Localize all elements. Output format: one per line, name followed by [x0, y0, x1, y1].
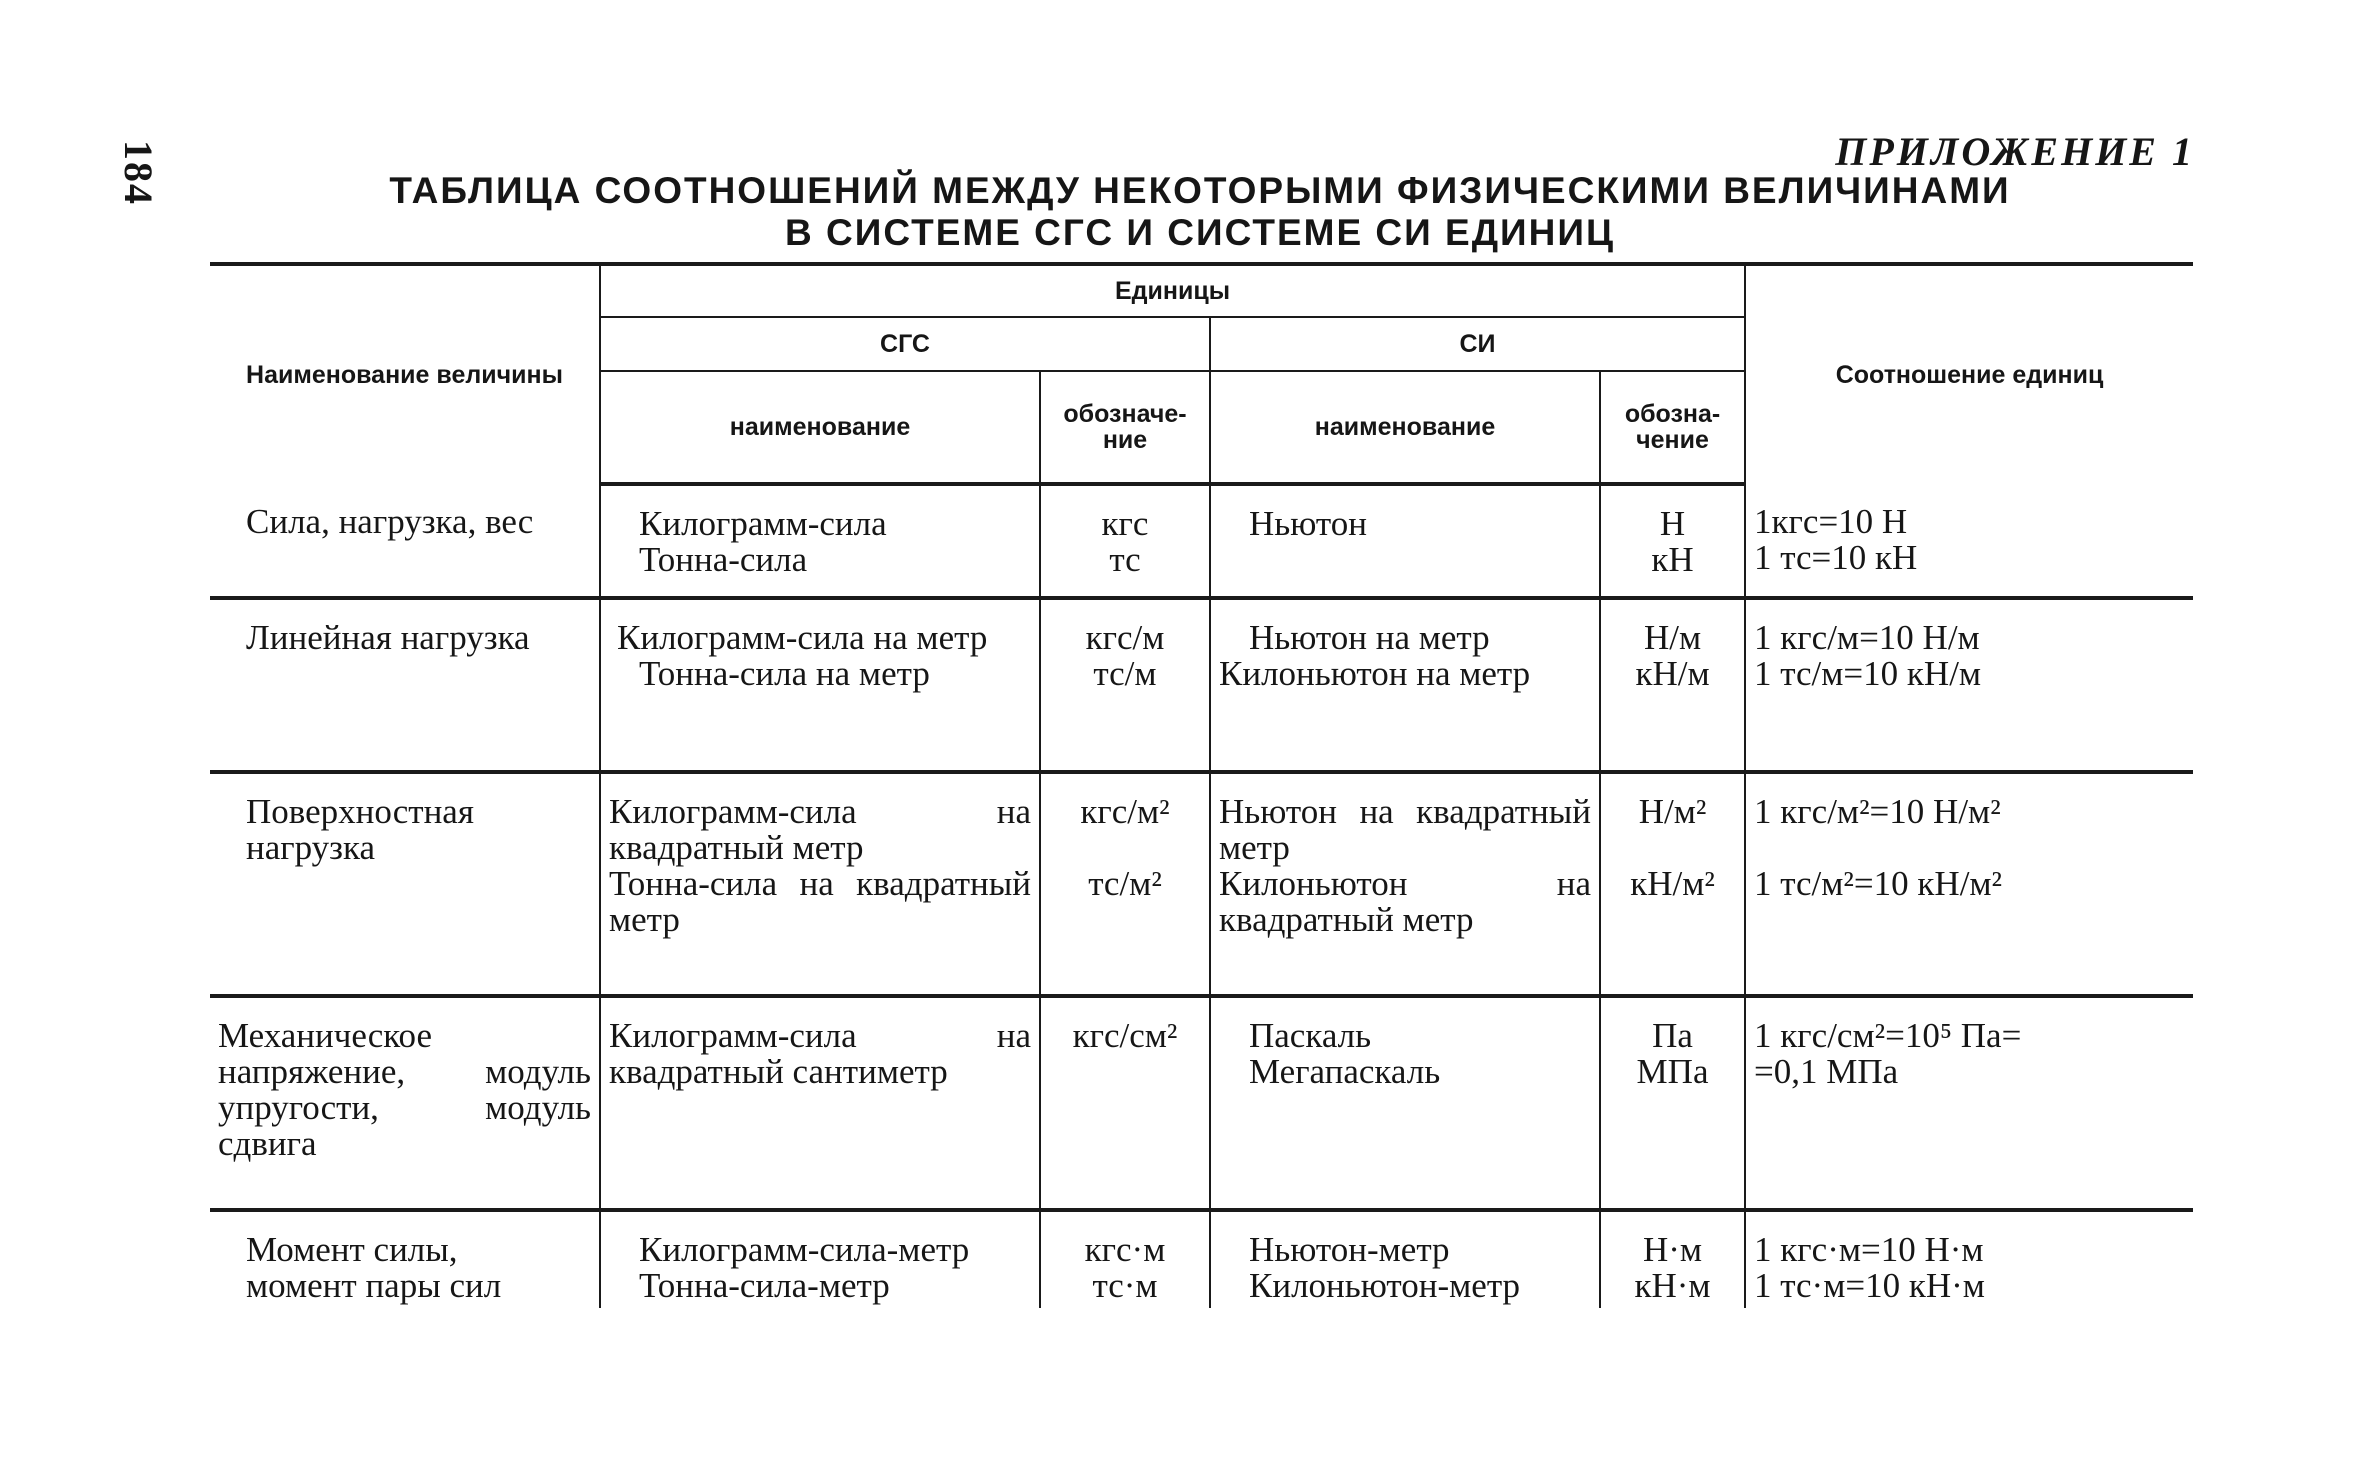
sgs-symbol: кгс/м² — [1080, 792, 1170, 831]
relation: 1 тс·м=10 кН·м — [1754, 1266, 1985, 1305]
header-sgs-name: наименование — [600, 371, 1040, 484]
si-name: Мегапаскаль — [1249, 1052, 1441, 1091]
table-row — [210, 484, 2193, 598]
header-quantity-name: Наименование величины — [210, 264, 600, 484]
si-symbol-cell — [1600, 996, 1745, 1210]
si-symbol: Н/м — [1643, 618, 1702, 657]
si-symbol-cell — [1600, 1210, 1745, 1308]
sgs-name: Тонна-сила на квадратный метр — [609, 864, 1031, 939]
si-symbol: Н·м — [1642, 1230, 1703, 1269]
sgs-name: Килограмм-сила на квадратный сантиметр — [609, 1016, 1031, 1091]
si-name: Паскаль — [1249, 1016, 1372, 1055]
quantity-text: Механическое напряжение, модуль упругости, модуль сдвига — [218, 1016, 591, 1163]
quantity-text: момент пары сил — [246, 1266, 502, 1305]
table-row — [210, 598, 2193, 772]
header-relation: Соотношение единиц — [1745, 264, 2193, 484]
quantity-text: Сила, нагрузка, вес — [246, 502, 534, 541]
quantity-text: Момент силы, — [246, 1230, 458, 1269]
sgs-name: Килограмм-сила на метр — [617, 618, 988, 657]
si-symbol-cell — [1600, 598, 1745, 772]
table-row — [210, 1210, 2193, 1308]
sgs-symbol: тс — [1109, 540, 1141, 579]
si-name: Ньютон-метр — [1249, 1230, 1450, 1269]
si-name: Ньютон на метр — [1249, 618, 1490, 657]
si-name-cell — [1210, 484, 1600, 598]
sgs-symbol: кгс/см² — [1072, 1016, 1178, 1055]
appendix-label: ПРИЛОЖЕНИЕ 1 — [1835, 129, 2195, 174]
relation-cell — [1745, 1210, 2193, 1308]
sgs-name-cell — [600, 996, 1040, 1210]
sgs-symbol-cell — [1040, 772, 1210, 996]
sgs-symbol-cell — [1040, 1210, 1210, 1308]
units-relation-table — [210, 262, 2193, 1308]
relation-cell — [1745, 996, 2193, 1210]
relation: 1 тс/м²=10 кН/м² — [1754, 864, 2003, 903]
sgs-symbol: тс/м² — [1088, 864, 1162, 903]
sgs-name: Килограмм-сила на квадратный метр — [609, 792, 1031, 867]
relation-cell — [1745, 772, 2193, 996]
si-symbol: Н — [1659, 504, 1686, 543]
sgs-symbol-cell — [1040, 996, 1210, 1210]
header-sgs: СГС — [600, 317, 1210, 371]
sgs-name-cell — [600, 484, 1040, 598]
si-symbol: кН·м — [1634, 1266, 1711, 1305]
si-symbol: Н/м² — [1638, 792, 1707, 831]
relation: 1 кгс·м=10 Н·м — [1754, 1230, 1984, 1269]
si-symbol: кН/м — [1635, 654, 1710, 693]
sgs-name-cell — [600, 1210, 1040, 1308]
si-name: Килоньютон-метр — [1249, 1266, 1521, 1305]
si-name: Килоньютон на метр — [1219, 654, 1531, 693]
header-si-symbol: обозна-чение — [1600, 371, 1745, 484]
header-si-name: наименование — [1210, 371, 1600, 484]
relation-cell — [1745, 484, 2193, 598]
si-symbol-cell — [1600, 772, 1745, 996]
header-sgs-symbol: обозначе-ние — [1040, 371, 1210, 484]
sgs-name: Килограмм-сила-метр — [639, 1230, 970, 1269]
si-name-cell — [1210, 1210, 1600, 1308]
sgs-symbol-cell — [1040, 598, 1210, 772]
sgs-name: Тонна-сила-метр — [639, 1266, 890, 1305]
sgs-symbol: кгс — [1101, 504, 1149, 543]
sgs-name-cell — [600, 598, 1040, 772]
sgs-symbol: тс·м — [1092, 1266, 1158, 1305]
si-symbol: кН — [1651, 540, 1694, 579]
si-name-cell — [1210, 598, 1600, 772]
si-symbol: Па — [1652, 1016, 1693, 1055]
table-row — [210, 772, 2193, 996]
si-symbol: кН/м² — [1630, 864, 1715, 903]
sgs-name: Килограмм-сила — [639, 504, 887, 543]
sgs-symbol: кгс·м — [1084, 1230, 1166, 1269]
relation: 1 кгс/см²=10⁵ Па= — [1754, 1016, 2022, 1055]
si-name: Ньютон на квадратный метр — [1219, 792, 1591, 867]
table-title-line-2: В СИСТЕМЕ СГС И СИСТЕМЕ СИ ЕДИНИЦ — [785, 212, 1615, 253]
quantity-text: Линейная нагрузка — [246, 618, 530, 657]
sgs-name-cell — [600, 772, 1040, 996]
si-name: Ньютон — [1249, 504, 1367, 543]
sgs-symbol-cell — [1040, 484, 1210, 598]
quantity-cell — [210, 484, 600, 598]
quantity-cell — [210, 1210, 600, 1308]
relation: 1 кгс/м=10 Н/м — [1754, 618, 1980, 657]
quantity-cell — [210, 598, 600, 772]
relation: 1 кгс/м²=10 Н/м² — [1754, 792, 2001, 831]
header-units: Единицы — [600, 264, 1745, 317]
sgs-symbol: кгс/м — [1085, 618, 1165, 657]
quantity-cell — [210, 772, 600, 996]
relation: 1 тс=10 кН — [1754, 538, 1918, 577]
table-title-line-1: ТАБЛИЦА СООТНОШЕНИЙ МЕЖДУ НЕКОТОРЫМИ ФИЗИЧЕСКИМИ ВЕЛИЧИНАМИ — [389, 170, 2011, 211]
quantity-text: Поверхностная нагрузка — [246, 792, 474, 867]
sgs-symbol: тс/м — [1093, 654, 1157, 693]
sgs-name: Тонна-сила — [639, 540, 808, 579]
page-number: 184 — [116, 140, 161, 206]
sgs-name: Тонна-сила на метр — [639, 654, 930, 693]
relation-cell — [1745, 598, 2193, 772]
si-name: Килоньютон на квадратный метр — [1219, 864, 1591, 939]
header-si: СИ — [1210, 317, 1745, 371]
relation: =0,1 МПа — [1754, 1052, 1899, 1091]
si-symbol: МПа — [1636, 1052, 1709, 1091]
relation: 1кгс=10 Н — [1754, 502, 1908, 541]
si-name-cell — [1210, 772, 1600, 996]
relation: 1 тс/м=10 кН/м — [1754, 654, 1982, 693]
si-symbol-cell — [1600, 484, 1745, 598]
si-name-cell — [1210, 996, 1600, 1210]
table-row — [210, 996, 2193, 1210]
quantity-cell — [210, 996, 600, 1210]
